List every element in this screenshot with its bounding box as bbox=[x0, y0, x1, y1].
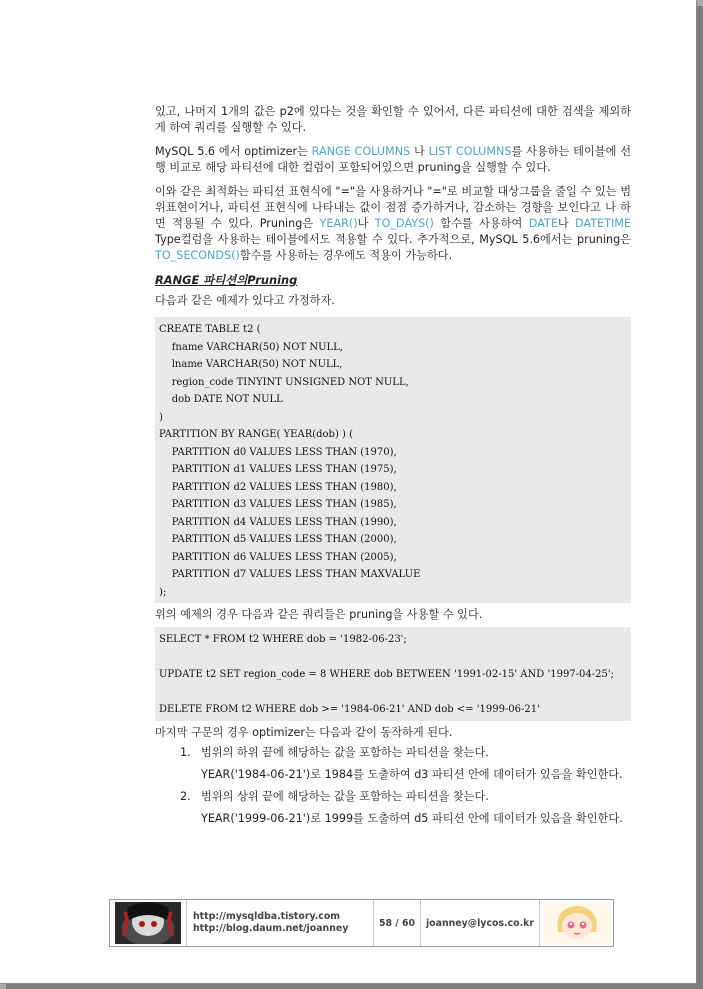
section-heading: RANGE 파티션의Pruning bbox=[155, 273, 298, 287]
code-line: ) bbox=[159, 411, 163, 423]
code-line: PARTITION d0 VALUES LESS THAN (1970), bbox=[159, 446, 397, 458]
list-number: 1. bbox=[180, 745, 191, 759]
code-block-queries bbox=[155, 627, 631, 721]
page-shadow-right bbox=[697, 6, 703, 989]
code-line: PARTITION d6 VALUES LESS THAN (2005), bbox=[159, 551, 397, 563]
page-content bbox=[155, 104, 631, 833]
keyword-to-days: TO_DAYS() bbox=[374, 217, 434, 230]
list-detail: YEAR('1999-06-21')로 1999를 도출하여 d5 파티션 안에 데이터가 있음을 확인한다. bbox=[201, 811, 623, 825]
code-line: DELETE FROM t2 WHERE dob >= '1984-06-21' AND dob <= '1999-06-21' bbox=[159, 704, 540, 715]
list-number: 2. bbox=[180, 789, 191, 803]
code-block-create-table bbox=[155, 317, 631, 603]
page-number: 58 / 60 bbox=[374, 900, 421, 946]
keyword-datetime: DATETIME bbox=[575, 217, 631, 230]
footer-avatar-right bbox=[540, 900, 613, 946]
code-line: UPDATE t2 SET region_code = 8 WHERE dob BETWEEN '1991-02-15' AND '1997-04-25'; bbox=[159, 669, 614, 680]
list-item bbox=[155, 745, 631, 761]
list-text: 범위의 상위 끝에 해당하는 값을 포함하는 파티션을 찾는다. bbox=[201, 789, 489, 803]
page-shadow-bottom bbox=[6, 984, 703, 989]
list-item bbox=[155, 789, 631, 805]
code-line: SELECT * FROM t2 WHERE dob = '1982-06-23'; bbox=[159, 634, 407, 645]
paragraph: 다음과 같은 예제가 있다고 가정하자. bbox=[155, 294, 335, 307]
paragraph: 이와 같은 최적화는 파티션 표현식에 "="을 사용하거나 "="로 비교할 대상그룹을 줄일 수 있는 범위표현이거나, 파티션 표현식에 나타내는 값이 점점 증가하거나, 감소하는 경향을 보인다고 나 하면 적용될 수 있다. Pruning은 YEAR()나 TO_DAYS() 함수를 사용하여 DATE나 DATETIME Type컬럼을 사용하는 테이블에서도 적용할 수 있다. 추가적으로, MySQL 5.6에서는 pruning은 TO_SECONDS()함수를 사용하는 경우에도 적용이 가능하다. bbox=[155, 185, 631, 262]
blog-link-daum[interactable]: http://blog.daum.net/joanney bbox=[193, 923, 349, 934]
code-line: CREATE TABLE t2 ( bbox=[159, 324, 261, 335]
code-line: PARTITION d7 VALUES LESS THAN MAXVALUE bbox=[159, 569, 421, 580]
keyword-date: DATE bbox=[528, 217, 558, 230]
code-line: PARTITION d1 VALUES LESS THAN (1975), bbox=[159, 464, 397, 475]
footer-urls bbox=[187, 900, 374, 946]
keyword-to-seconds: TO_SECONDS() bbox=[155, 249, 240, 262]
keyword-range-columns: RANGE COLUMNS bbox=[311, 145, 411, 158]
footer-avatar-left bbox=[110, 900, 187, 946]
paragraph: 마지막 구문의 경우 optimizer는 다음과 같이 동작하게 된다. bbox=[155, 725, 453, 739]
code-line: lname VARCHAR(50) NOT NULL, bbox=[159, 359, 343, 370]
blog-link-tistory[interactable]: http://mysqldba.tistory.com bbox=[193, 911, 341, 922]
code-line: PARTITION d4 VALUES LESS THAN (1990), bbox=[159, 516, 397, 528]
code-line: PARTITION d5 VALUES LESS THAN (2000), bbox=[159, 534, 397, 545]
list-text: 범위의 하위 끝에 해당하는 값을 포함하는 파티션을 찾는다. bbox=[201, 745, 489, 759]
code-line: PARTITION d3 VALUES LESS THAN (1985), bbox=[159, 499, 397, 510]
author-email[interactable]: joanney@lycos.co.kr bbox=[421, 900, 540, 946]
avatar-dark-icon bbox=[115, 902, 181, 944]
list-detail: YEAR('1984-06-21')로 1984를 도출하여 d3 파티션 안에 데이터가 있음을 확인한다. bbox=[201, 767, 623, 781]
paragraph: 위의 예제의 경우 다음과 같은 쿼리들은 pruning을 사용할 수 있다. bbox=[155, 608, 483, 621]
code-line bbox=[159, 649, 627, 667]
code-line: region_code TINYINT UNSIGNED NOT NULL, bbox=[159, 376, 409, 388]
code-line: PARTITION BY RANGE( YEAR(dob) ) ( bbox=[159, 429, 354, 440]
code-line: dob DATE NOT NULL bbox=[159, 394, 283, 405]
code-line: fname VARCHAR(50) NOT NULL, bbox=[159, 341, 343, 353]
keyword-year: YEAR() bbox=[319, 217, 358, 230]
paragraph: 있고, 나머지 1개의 값은 p2에 있다는 것을 확인할 수 있어서, 다른 파티션에 대한 검색을 제외하게 하여 쿼리를 실행할 수 있다. bbox=[155, 105, 631, 134]
paragraph: MySQL 5.6 에서 optimizer는 RANGE COLUMNS 나 LIST COLUMNS를 사용하는 테이블에 선행 비교로 해당 파티션에 대한 컬럼이 포함되어있으면 pruning을 실행할 수 있다. bbox=[155, 145, 631, 174]
code-line: ); bbox=[159, 586, 167, 598]
code-line: PARTITION d2 VALUES LESS THAN (1980), bbox=[159, 481, 397, 493]
keyword-list-columns: LIST COLUMNS bbox=[428, 145, 512, 158]
avatar-cartoon-icon bbox=[544, 902, 610, 944]
code-line bbox=[159, 684, 627, 702]
page-footer bbox=[109, 899, 614, 947]
